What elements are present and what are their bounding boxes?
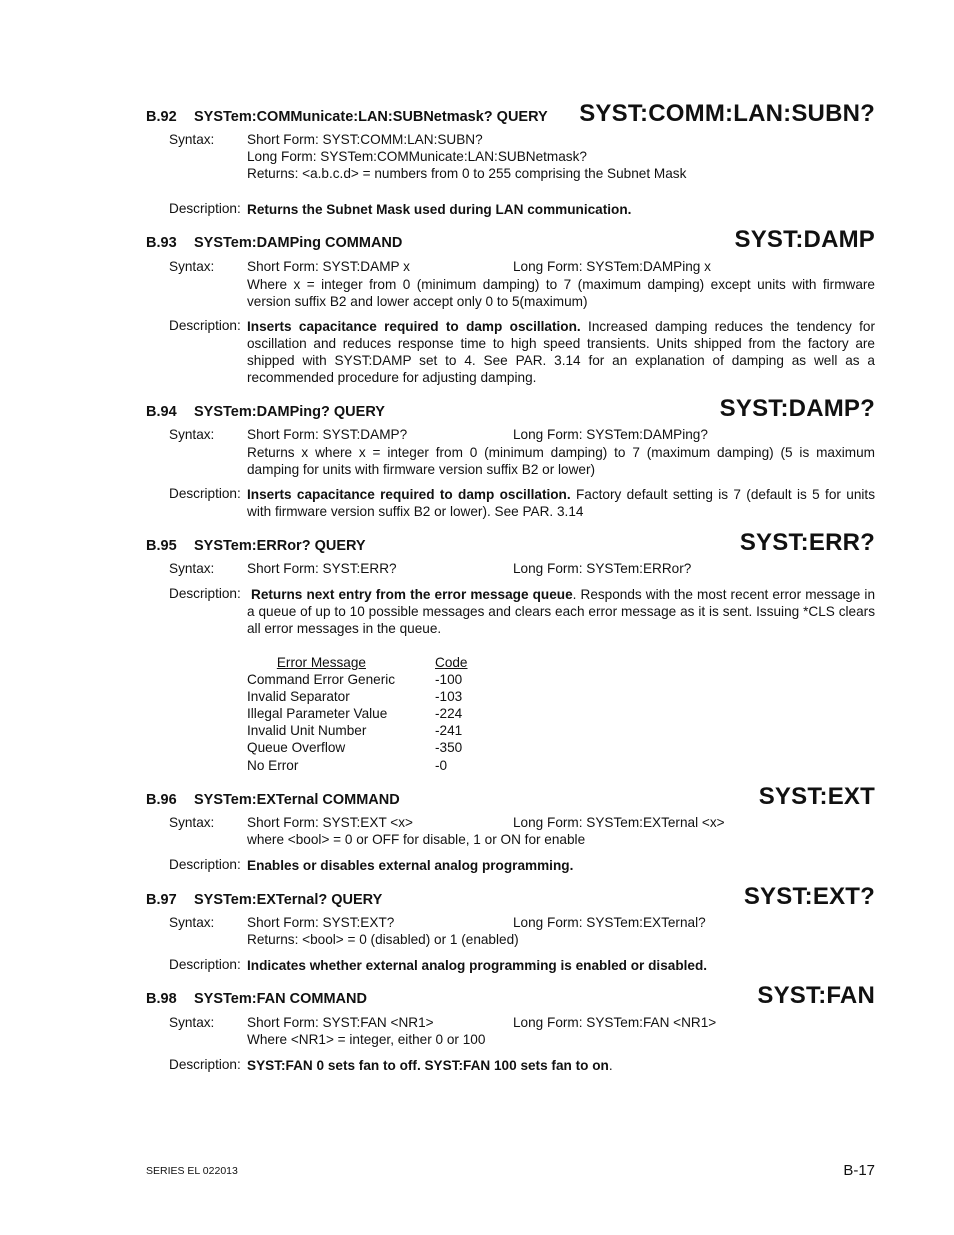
section-title: SYSTem:ERRor? QUERY: [194, 538, 366, 554]
section-number: B.92: [146, 109, 177, 125]
section-number: B.96: [146, 792, 177, 808]
error-table-code: -350: [435, 740, 463, 755]
description-label: Description:: [169, 318, 241, 333]
error-table-code: -0: [435, 758, 448, 773]
syntax-long-form: Long Form: SYSTem:FAN <NR1>: [513, 1015, 717, 1030]
syntax-short-form: Short Form: SYST:ERR?: [247, 561, 397, 576]
footer-page-number: B-17: [843, 1162, 875, 1179]
syntax-short-form: Short Form: SYST:COMM:LAN:SUBN?: [247, 132, 483, 147]
syntax-returns: Returns: <a.b.c.d> = numbers from 0 to 255 comprising the Subnet Mask: [247, 166, 687, 181]
description-label: Description:: [169, 486, 241, 501]
section-number: B.97: [146, 892, 177, 908]
description-label: Description:: [169, 1057, 241, 1072]
syntax-short-form: Short Form: SYST:DAMP x: [247, 259, 410, 274]
section-short-heading: SYST:ERR?: [739, 529, 875, 556]
description-text: SYST:FAN 0 sets fan to off. SYST:FAN 100 sets fan to on.: [247, 1058, 613, 1073]
section-short-heading: SYST:EXT?: [743, 883, 875, 910]
section-title: SYSTem:DAMPing COMMAND: [194, 235, 403, 251]
error-table-header-message: Error Message: [276, 655, 366, 670]
error-table-message: Invalid Separator: [247, 689, 350, 704]
description-label: Description:: [169, 857, 241, 872]
error-table-message: Invalid Unit Number: [247, 723, 367, 738]
syntax-short-form: Short Form: SYST:FAN <NR1>: [247, 1015, 434, 1030]
description-text: Returns next entry from the error message queue. Responds with the most recent error message in a queue of up to 10 possible messages and clears each error message as it is sent. Issuing *CLS clears all error messages in the queue.: [247, 587, 876, 636]
description-text: Returns the Subnet Mask used during LAN communication.: [247, 202, 632, 217]
syntax-label: Syntax:: [169, 132, 215, 147]
error-table-code: -241: [435, 723, 463, 738]
error-table-code: -103: [435, 689, 463, 704]
syntax-label: Syntax:: [169, 427, 215, 442]
section-short-heading: SYST:COMM:LAN:SUBN?: [579, 100, 875, 127]
error-table-code: -224: [435, 706, 463, 721]
syntax-label: Syntax:: [169, 815, 215, 830]
error-table-message: Command Error Generic: [247, 672, 396, 687]
syntax-returns: Returns x where x = integer from 0 (minimum damping) to 7 (maximum damping) (5 is maximum damping for units with firmware version suffix B2 or lower): [247, 445, 875, 477]
syntax-where: Where x = integer from 0 (minimum damping) to 7 (maximum damping) except units with firmware version suffix B2 and lower accept only 0 to 5(maximum): [247, 277, 875, 309]
section-number: B.94: [146, 404, 177, 420]
description-label: Description:: [169, 201, 241, 216]
section-title: SYSTem:EXTernal? QUERY: [194, 892, 383, 908]
section-number: B.98: [146, 991, 177, 1007]
syntax-short-form: Short Form: SYST:DAMP?: [247, 427, 408, 442]
error-table-message: No Error: [247, 758, 299, 773]
section-title: SYSTem:COMMunicate:LAN:SUBNetmask? QUERY: [194, 109, 548, 125]
error-table-code: -100: [435, 672, 463, 687]
description-label: Description:: [169, 957, 241, 972]
section-short-heading: SYST:EXT: [758, 783, 875, 810]
section-title: SYSTem:FAN COMMAND: [194, 991, 367, 1007]
section-number: B.95: [146, 538, 177, 554]
syntax-returns: Returns: <bool> = 0 (disabled) or 1 (enabled): [247, 932, 519, 947]
section-title: SYSTem:EXTernal COMMAND: [194, 792, 400, 808]
syntax-short-form: Short Form: SYST:EXT?: [247, 915, 395, 930]
syntax-label: Syntax:: [169, 561, 215, 576]
description-text: Enables or disables external analog programming.: [247, 858, 574, 873]
syntax-label: Syntax:: [169, 1015, 215, 1030]
syntax-long-form: Long Form: SYSTem:EXTernal <x>: [513, 815, 725, 830]
description-text: Inserts capacitance required to damp oscillation. Increased damping reduces the tendency for oscillation and reduces response time to high speed transients. Units shipped from the factory are shipped with SYST:DAMP set to 4. See PAR. 3.14 for an explanation of damping as well as a recommended procedure for adjusting damping.: [247, 319, 875, 385]
section-short-heading: SYST:DAMP: [734, 226, 875, 253]
error-table-message: Illegal Parameter Value: [247, 706, 388, 721]
footer-series-label: SERIES EL 022013: [146, 1165, 238, 1177]
description-label: Description:: [169, 586, 241, 601]
syntax-label: Syntax:: [169, 259, 215, 274]
syntax-long-form: Long Form: SYSTem:ERRor?: [513, 561, 692, 576]
error-table-message: Queue Overflow: [247, 740, 346, 755]
syntax-label: Syntax:: [169, 915, 215, 930]
syntax-long-form: Long Form: SYSTem:COMMunicate:LAN:SUBNetmask?: [247, 149, 587, 164]
syntax-where: where <bool> = 0 or OFF for disable, 1 or ON for enable: [247, 832, 586, 847]
description-text: Inserts capacitance required to damp oscillation. Factory default setting is 7 (default is 5 for units with firmware version suffix B2 or lower). See PAR. 3.14: [247, 487, 875, 519]
syntax-long-form: Long Form: SYSTem:DAMPing x: [513, 259, 711, 274]
error-table-header-code: Code: [435, 655, 468, 670]
section-title: SYSTem:DAMPing? QUERY: [194, 404, 385, 420]
description-text: Indicates whether external analog programming is enabled or disabled.: [247, 958, 708, 973]
section-number: B.93: [146, 235, 177, 251]
syntax-where: Where <NR1> = integer, either 0 or 100: [247, 1032, 486, 1047]
section-short-heading: SYST:DAMP?: [719, 395, 875, 422]
syntax-long-form: Long Form: SYSTem:EXTernal?: [513, 915, 706, 930]
syntax-long-form: Long Form: SYSTem:DAMPing?: [513, 427, 708, 442]
section-short-heading: SYST:FAN: [757, 982, 875, 1009]
syntax-short-form: Short Form: SYST:EXT <x>: [247, 815, 413, 830]
